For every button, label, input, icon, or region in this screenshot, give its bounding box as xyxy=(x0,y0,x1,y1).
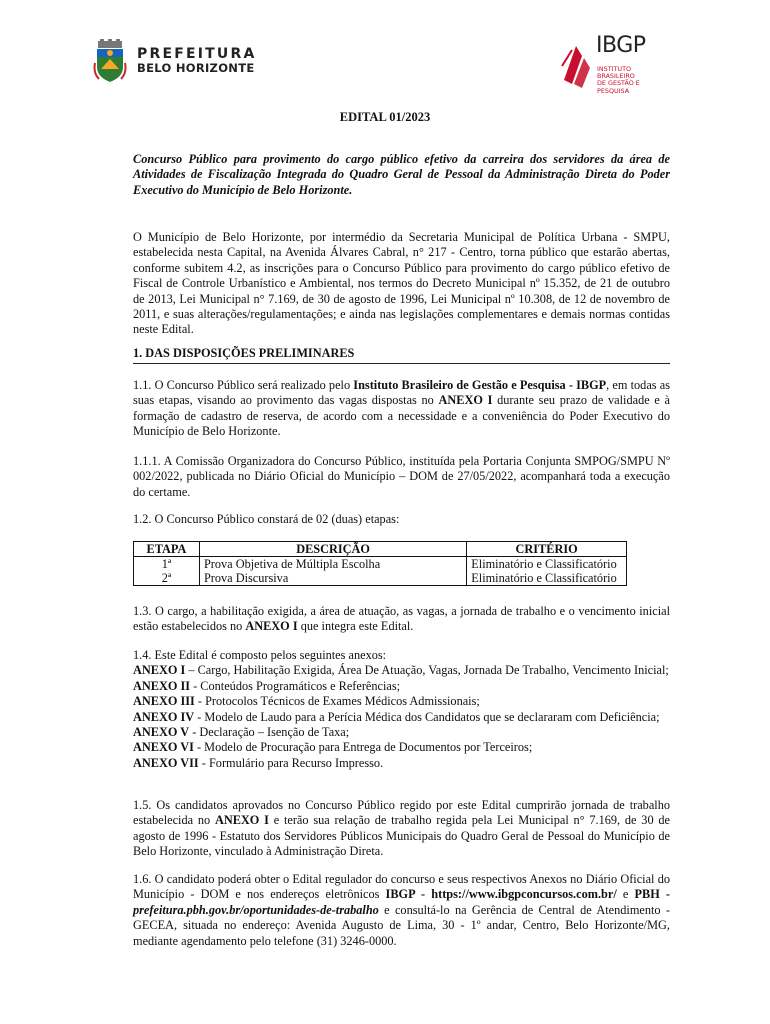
annex-item: ANEXO II - Conteúdos Programáticos e Referências; xyxy=(133,678,401,693)
paragraph-1-6: 1.6. O candidato poderá obter o Edital regulador do concurso e seus respectivos Anexos no Diário Oficial do Município - DOM e nos endereços eletrônicos IBGP - https://www.ibgpconcursos.com.br/ e PBH - prefeitura.pbh.gov.br/oportunidades-de-trabalho e consultá-lo na Gerência de Central de Atendimento - GECEA, situada no endereço: Avenida Augusto de Lima, 30 - 1º andar, Centro, Belo Horizonte/MG, mediante agendamento pelo telefone (31) 3246-0000. xyxy=(133,872,670,948)
table-header: DESCRIÇÃO xyxy=(199,542,466,557)
table-header: CRITÉRIO xyxy=(467,542,627,557)
ibgp-logo-sub2: DE GESTÃO E PESQUISA xyxy=(597,79,640,95)
paragraph-1-4 xyxy=(133,648,670,771)
annex-item: ANEXO V - Declaração – Isenção de Taxa; xyxy=(133,725,350,740)
ibgp-link[interactable]: IBGP - https://www.ibgpconcursos.com.br/ xyxy=(385,887,617,902)
stages-table xyxy=(133,541,627,586)
edital-title: EDITAL 01/2023 xyxy=(339,110,431,124)
ibgp-logo xyxy=(560,33,660,96)
annexes-intro: 1.4. Este Edital é composto pelos seguintes anexos: xyxy=(133,648,387,662)
intro-paragraph: O Município de Belo Horizonte, por intermédio da Secretaria Municipal de Política Urbana - SMPU, estabelecida nesta Capital, na Avenida Álvares Cabral, n° 217 - Centro, torna público que estarão abertas, conforme subitem 4.2, as inscrições para o Concurso Público para provimento do cargo público efetivo de Fiscal de Controle Urbanístico e Ambiental, nos termos do Decreto Municipal nº 15.352, de 21 de outubro de 2013, Lei Municipal n° 7.169, de 30 de agosto de 1996, Lei Municipal nº 10.308, de 12 de novembro de 2011, e suas alterações/regulamentações; e ainda nas legislações complementares e demais normas contidas neste Edital. xyxy=(133,230,670,337)
section-heading: 1. DAS DISPOSIÇÕES PRELIMINARES xyxy=(133,346,670,364)
table-cell: Eliminatório e Classificatório xyxy=(467,557,627,572)
annex-item: ANEXO VI - Modelo de Procuração para Entrega de Documentos por Terceiros; xyxy=(133,740,533,755)
pbh-logo-line2: BELO HORIZONTE xyxy=(137,61,255,75)
table-cell: 1ª xyxy=(134,557,200,572)
pbh-logo-line1: PREFEITURA xyxy=(137,46,257,62)
table-cell: Prova Discursiva xyxy=(199,571,466,586)
annex-item: ANEXO VII - Formulário para Recurso Impresso. xyxy=(133,755,384,770)
paragraph-1-1: 1.1. O Concurso Público será realizado pelo Instituto Brasileiro de Gestão e Pesquisa - IBGP, em todas as suas etapas, visando ao provimento das vagas dispostas no ANEXO I durante seu prazo de validade e à formação de cadastro de reserva, de acordo com a necessidade e a conveniência do Poder Executivo do Município de Belo Horizonte. xyxy=(133,378,670,439)
ibgp-mark-icon xyxy=(560,40,600,90)
ibgp-logo-sub1: INSTITUTO BRASILEIRO xyxy=(597,65,635,81)
annex-item: ANEXO III - Protocolos Técnicos de Exames Médicos Admissionais; xyxy=(133,694,480,709)
table-row xyxy=(134,557,627,572)
table-cell: 2ª xyxy=(134,571,200,586)
pbh-link[interactable]: prefeitura.pbh.gov.br/oportunidades-de-trabalho xyxy=(133,902,379,917)
pbh-logo xyxy=(93,36,256,86)
coat-of-arms-icon xyxy=(93,39,127,83)
table-cell: Prova Objetiva de Múltipla Escolha xyxy=(199,557,466,572)
table-header-row xyxy=(134,542,627,557)
paragraph-1-1-1: 1.1.1. A Comissão Organizadora do Concurso Público, instituída pela Portaria Conjunta SMPOG/SMPU Nº 002/2022, publicada no Diário Oficial do Município – DOM de 27/05/2022, acompanhará toda a execução do certame. xyxy=(133,454,670,499)
paragraph-1-3: 1.3. O cargo, a habilitação exigida, a área de atuação, as vagas, a jornada de trabalho e o vencimento inicial estão estabelecidos no ANEXO I que integra este Edital. xyxy=(133,604,670,634)
annex-item: ANEXO IV - Modelo de Laudo para a Perícia Médica dos Candidatos que se declararam com Deficiência; xyxy=(133,709,660,724)
annex-item: ANEXO I – Cargo, Habilitação Exigida, Área De Atuação, Vagas, Jornada De Trabalho, Vencimento Inicial; xyxy=(133,663,669,678)
ibgp-logo-name: IBGP xyxy=(596,33,646,58)
table-header: ETAPA xyxy=(134,542,200,557)
edital-subject: Concurso Público para provimento do cargo público efetivo da carreira dos servidores da área de Atividades de Fiscalização Integrada do Quadro Geral de Pessoal da Administração Direta do Poder Executivo do Município de Belo Horizonte. xyxy=(133,152,670,197)
paragraph-1-5: 1.5. Os candidatos aprovados no Concurso Público regido por este Edital cumprirão jornada de trabalho estabelecida no ANEXO I e terão sua relação de trabalho regida pela Lei Municipal n° 7.169, de 30 de agosto de 1996 - Estatuto dos Servidores Públicos Municipais do Quadro Geral de Pessoal do Município de Belo Horizonte, vinculado à Administração Direta. xyxy=(133,798,670,859)
table-row xyxy=(134,571,627,586)
paragraph-1-2: 1.2. O Concurso Público constará de 02 (duas) etapas: xyxy=(133,512,400,526)
table-cell: Eliminatório e Classificatório xyxy=(467,571,627,586)
